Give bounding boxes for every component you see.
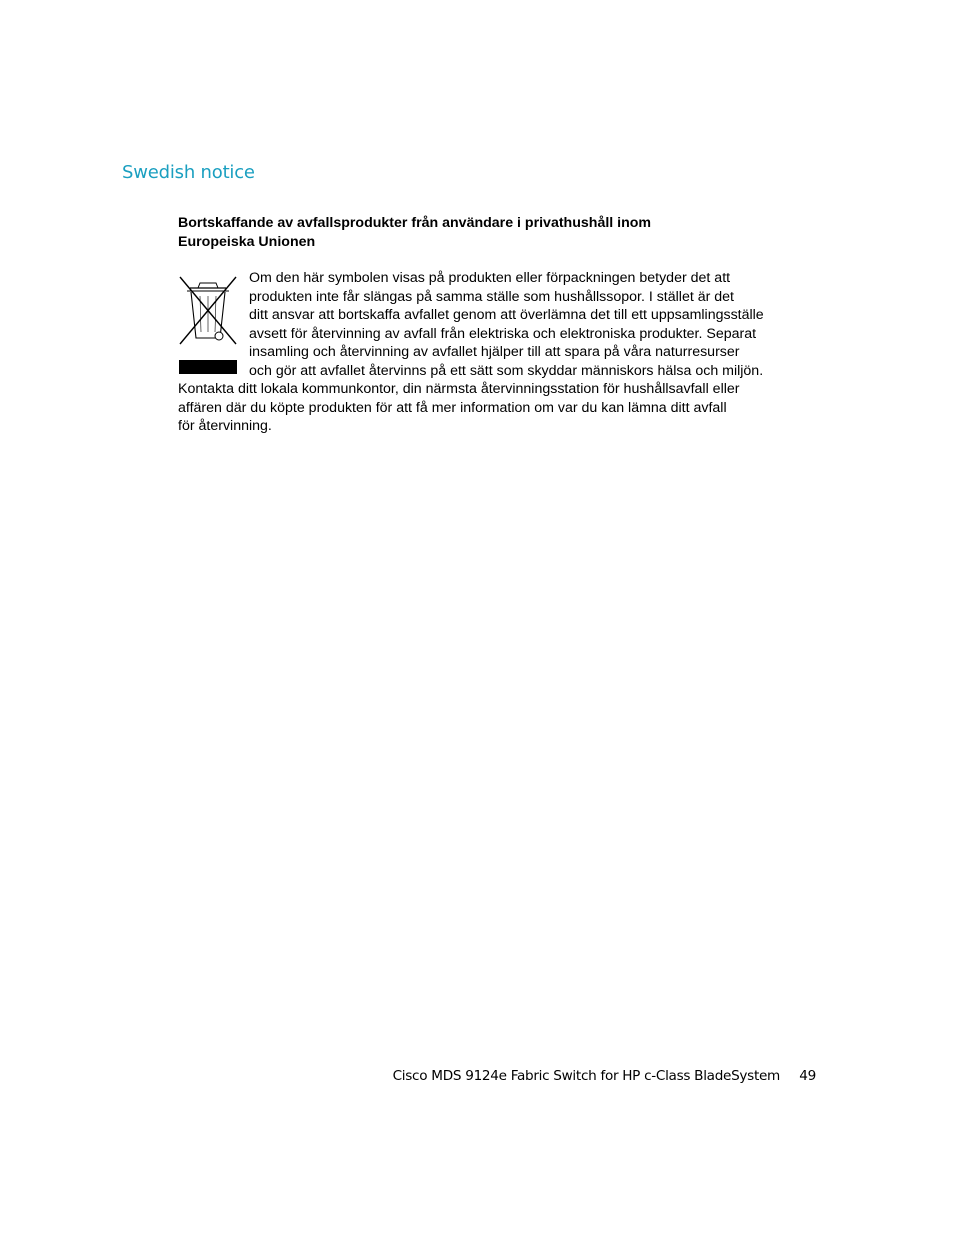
notice-body-line: produkten inte får slängas på samma ställe som hushållssopor. I stället är det [249,288,734,305]
crossed-out-wheelie-bin-icon [178,272,238,374]
notice-heading [178,214,818,251]
notice-body-line: insamling och återvinning av avfallet hjälper till att spara på våra naturresurser [249,344,740,360]
notice-heading-line: Europeiska Unionen [178,233,316,250]
section-title: Swedish notice [122,162,255,183]
notice-body [178,269,838,436]
notice-body-line: ditt ansvar att bortskaffa avfallet genom att överlämna det till ett uppsamlingsställe [249,307,764,323]
notice-body-line: Kontakta ditt lokala kommunkontor, din närmsta återvinningsstation för hushållsavfall eller [178,381,740,397]
footer-page-number: 49 [799,1068,816,1084]
notice-body-line: avsett för återvinning av avfall från elektriska och elektroniska produkter. Separat [249,325,757,342]
notice-body-line: och gör att avfallet återvinns på ett sätt som skyddar människors hälsa och miljön. [249,362,764,379]
notice-body-line: Om den här symbolen visas på produkten eller förpackningen betyder det att [249,270,731,286]
notice-heading-line: Bortskaffande av avfallsprodukter från användare i privathushåll inom [178,215,652,231]
notice-body-line: affären där du köpte produkten för att få mer information om var du kan lämna ditt avfall [178,399,727,416]
notice-body-line: för återvinning. [178,418,272,434]
footer-document-title: Cisco MDS 9124e Fabric Switch for HP c-Class BladeSystem [392,1068,780,1084]
